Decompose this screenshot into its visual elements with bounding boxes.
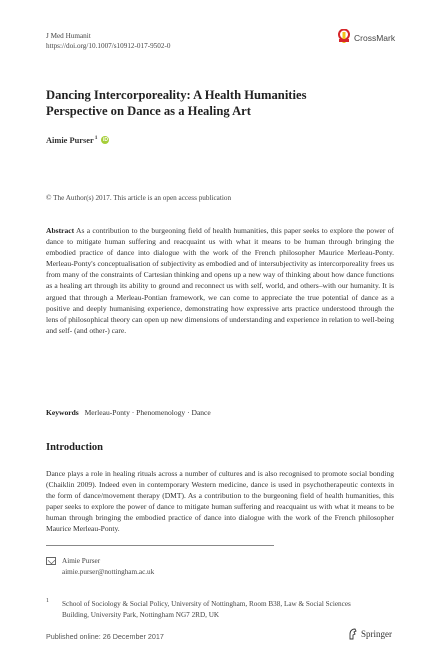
introduction-text: Dance plays a role in healing rituals across a number of cultures and is also recognised to promote social bonding (Chaiklin 2009). Indeed even in contemporary Western medicine, dance is used in psychotherapeutic contexts in the form of dance/movement therapy (DMT). As a contribution to the burgeoning field of health humanities, this paper seeks to explore the power of dance to mitigate human suffering and reacquaint us with what it means to be human through bringing the embodied practice of dance into dialogue with the work of the French philosopher Maurice Merleau-Ponty. (46, 469, 394, 534)
journal-header (46, 31, 170, 51)
publisher-name: Springer (361, 629, 392, 639)
abstract (46, 225, 394, 336)
copyright-notice: © The Author(s) 2017. This article is an open access publication (46, 194, 232, 202)
author-name[interactable]: Aimie Purser (46, 136, 94, 145)
title-line-1: Dancing Intercorporeality: A Health Humanities (46, 88, 307, 102)
author-affiliation-sup: 1 (94, 135, 98, 141)
affiliation-line-1: School of Sociology & Social Policy, University of Nottingham, Room B38, Law & Social Sciences (62, 600, 351, 608)
affiliation (62, 599, 392, 620)
orcid-icon[interactable]: iD (102, 137, 108, 143)
article-title (46, 87, 386, 119)
envelope-icon (46, 557, 56, 565)
contact-email[interactable]: aimie.purser@nottingham.ac.uk (62, 567, 155, 576)
abstract-label: Abstract (46, 226, 75, 235)
crossmark-badge[interactable] (338, 29, 395, 46)
springer-logo[interactable] (348, 628, 392, 640)
footnote-divider (46, 545, 274, 546)
title-line-2: Perspective on Dance as a Healing Art (46, 104, 251, 118)
affiliation-number: 1 (46, 598, 49, 604)
crossmark-icon (338, 29, 350, 46)
affiliation-line-2: Building, University Park, Nottingham NG7 2RD, UK (62, 610, 220, 619)
published-date: Published online: 26 December 2017 (46, 632, 164, 641)
keywords-label: Keywords (46, 408, 79, 417)
keywords-text: Merleau-Ponty · Phenomenology · Dance (84, 408, 211, 417)
journal-name: J Med Humanit (46, 32, 91, 40)
doi-link[interactable]: https://doi.org/10.1007/s10912-017-9502-0 (46, 42, 171, 50)
contact-info (62, 556, 154, 577)
contact-name: Aimie Purser (62, 557, 101, 565)
abstract-text: As a contribution to the burgeoning field of health humanities, this paper seeks to explore the power of dance to mitigate human suffering and reacquaint us with what it means to be human through bringing the embodied practice of dance into dialogue with the work of the French philosopher Maurice Merleau-Ponty. Merleau-Ponty's conceptualisation of subjectivity as embodied and of intersubjectivity as intercorporeality frees us from many of the constraints of Cartesian thinking and opens up a new way of thinking about how dance functions as a healing art through its ability to ground and reconnect us with self, world, and others–with our humanity. It is argued that through a Merleau-Pontian framework, we can come to appreciate the true potential of dance as a positive and deeply humanising experience, demonstrating how expressive arts practice understood through the lens of philosophical theory can open up new dimensions of understanding and experience in relation to well-being and self- (and other-) care. (46, 226, 394, 335)
crossmark-label: CrossMark (354, 32, 396, 43)
springer-horse-icon (348, 628, 358, 640)
author-line (46, 136, 109, 145)
keywords (46, 408, 211, 417)
introduction-heading: Introduction (46, 442, 103, 453)
